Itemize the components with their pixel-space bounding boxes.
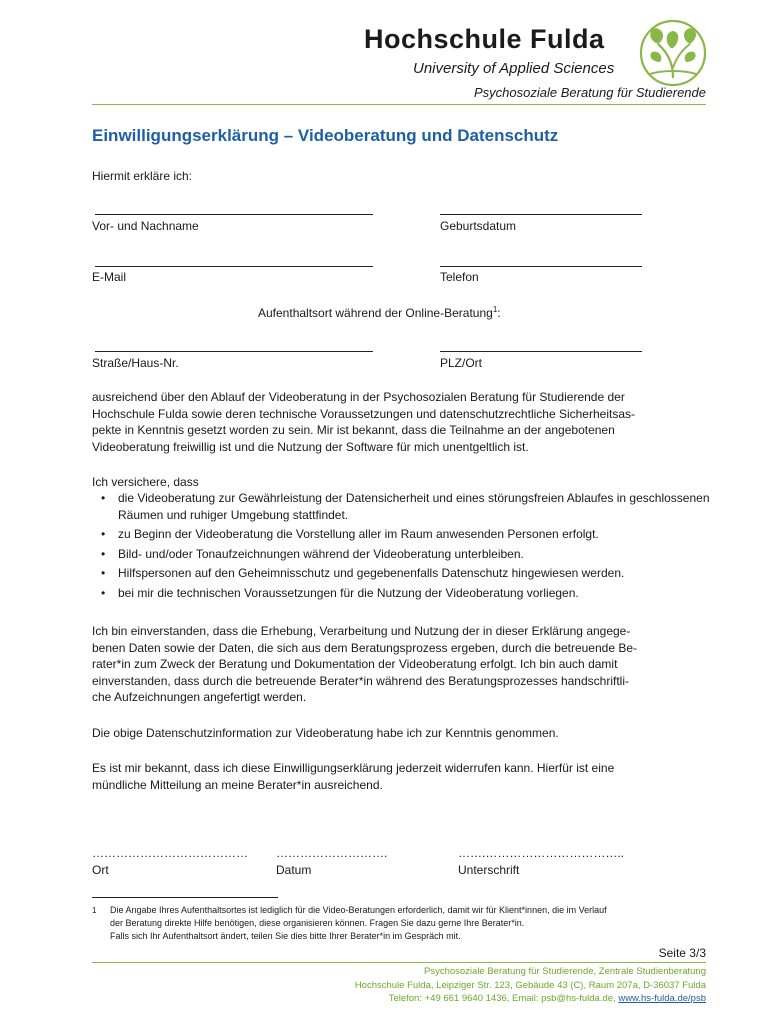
paragraph-revocation bbox=[92, 760, 732, 793]
footer bbox=[355, 965, 706, 1006]
paragraph-line: Ich bin einverstanden, dass die Erhebung, Verarbeitung und Nutzung der in dieser Erklärung angege- bbox=[92, 624, 631, 638]
paragraph-line: mündliche Mitteilung an meine Berater*in ausreichend. bbox=[92, 777, 383, 792]
intro-text: Hiermit erkläre ich: bbox=[92, 169, 193, 183]
assure-text: Ich versichere, dass bbox=[92, 475, 199, 489]
paragraph-line: ausreichend über den Ablauf der Videoberatung in der Psychosozialen Beratung für Studierende der bbox=[92, 390, 625, 404]
paragraph-line: Es ist mir bekannt, dass ich diese Einwilligungserklärung jederzeit widerrufen kann. Hierfür ist eine bbox=[92, 761, 615, 775]
leaves-logo-icon bbox=[638, 18, 708, 88]
list-item: • Hilfspersonen auf den Geheimnisschutz und gegebenenfalls Datenschutz hingewiesen werden. bbox=[101, 566, 625, 580]
footnote-marker: 1 bbox=[492, 305, 498, 314]
birthdate-line bbox=[440, 214, 642, 215]
page-number: Seite 3/3 bbox=[658, 946, 706, 960]
date-label: Datum bbox=[276, 863, 312, 877]
signature-dots: …….…………………………….. bbox=[458, 846, 625, 860]
header-divider bbox=[92, 104, 706, 105]
footnote bbox=[92, 904, 722, 943]
university-name: Hochschule Fulda bbox=[364, 24, 605, 54]
footer-line: Hochschule Fulda, Leipziger Str. 123, Gebäude 43 (C), Raum 207a, D-36037 Fulda bbox=[354, 979, 706, 991]
footer-line: Psychosoziale Beratung für Studierende, Zentrale Studienberatung bbox=[423, 966, 706, 977]
list-item: • zu Beginn der Videoberatung die Vorstellung aller im Raum anwesenden Personen erfolgt. bbox=[101, 527, 599, 541]
assurance-list bbox=[92, 490, 722, 604]
paragraph-data-processing bbox=[92, 623, 732, 706]
list-item: • die Videoberatung zur Gewährleistung der Datensicherheit und eines störungsfreien Ablaufes in geschlossenen Räumen und ruhiger Umgebung stattfindet. bbox=[101, 491, 710, 522]
footnote-line: Die Angabe Ihres Aufenthaltsortes ist lediglich für die Video-Beratungen erforderlich, damit wir für Klient*innen, die im Verlauf bbox=[110, 905, 607, 915]
footer-divider bbox=[92, 962, 706, 963]
street-line bbox=[95, 351, 373, 352]
zip-line bbox=[440, 351, 642, 352]
street-label: Straße/Haus-Nr. bbox=[92, 356, 179, 370]
university-subtitle: University of Applied Sciences bbox=[413, 60, 615, 77]
date-dots: ………………………. bbox=[276, 846, 388, 860]
signature-label: Unterschrift bbox=[458, 863, 520, 877]
footnote-line: der Beratung direkte Hilfe benötigen, diese organisieren können. Fragen Sie dazu gerne Ihre Berater*in. bbox=[110, 918, 525, 928]
list-item: • Bild- und/oder Tonaufzeichnungen während der Videoberatung unterbleiben. bbox=[101, 546, 524, 561]
list-item: • bei mir die technischen Voraussetzungen für die Nutzung der Videoberatung vorliegen. bbox=[101, 585, 579, 600]
name-label: Vor- und Nachname bbox=[92, 219, 199, 233]
footer-line: Telefon: +49 661 9640 1436, Email: psb@hs-fulda.de, www.hs-fulda.de/psb bbox=[388, 993, 706, 1004]
place-dots: ………………………………… bbox=[92, 846, 248, 860]
paragraph-line: rater*in zum Zweck der Beratung und Dokumentation der Videoberatung erfolgt. Ich bin auch damit bbox=[92, 657, 618, 671]
email-label: E-Mail bbox=[92, 270, 127, 284]
document-title: Einwilligungserklärung – Videoberatung und Datenschutz bbox=[92, 126, 559, 145]
footnote-number: 1 bbox=[92, 906, 97, 915]
paragraph-privacy-ack: Die obige Datenschutzinformation zur Videoberatung habe ich zur Kenntnis genommen. bbox=[92, 726, 559, 740]
footnote-divider bbox=[92, 897, 278, 898]
place-label: Ort bbox=[92, 863, 109, 877]
department-name: Psychosoziale Beratung für Studierende bbox=[474, 85, 706, 100]
paragraph-line: Videoberatung freiwillig ist und die Nutzung der Software für mich unentgeltlich ist. bbox=[92, 439, 529, 454]
paragraph-line: che Aufzeichnungen angefertigt werden. bbox=[92, 690, 307, 704]
website-link[interactable]: www.hs-fulda.de/psb bbox=[618, 993, 706, 1004]
paragraph-line: benen Daten sowie der Daten, die sich aus dem Beratungsprozess ergeben, durch die betreuende Be- bbox=[92, 640, 638, 655]
phone-label: Telefon bbox=[440, 270, 479, 284]
location-heading: Aufenthaltsort während der Online-Beratung$^1$: bbox=[258, 305, 501, 320]
footnote-line: Falls sich Ihr Aufenthaltsort ändert, teilen Sie dies bitte Ihrer Berater*in im Gespräch mit. bbox=[110, 931, 461, 941]
paragraph-line: pekte in Kenntnis gesetzt worden zu sein. Mir ist bekannt, dass die Teilnahme an der angebotenen bbox=[92, 423, 615, 437]
birthdate-label: Geburtsdatum bbox=[440, 219, 517, 233]
zip-label: PLZ/Ort bbox=[440, 356, 483, 370]
phone-line bbox=[440, 266, 642, 267]
name-line bbox=[95, 214, 373, 215]
paragraph-consent-info bbox=[92, 389, 732, 455]
email-line bbox=[95, 266, 373, 267]
paragraph-line: einverstanden, dass durch die betreuende Berater*in während des Beratungsprozesses handschriftli- bbox=[92, 673, 629, 688]
paragraph-line: Hochschule Fulda sowie deren technische Voraussetzungen und datenschutzrechtliche Sicherheitsas- bbox=[92, 406, 635, 421]
